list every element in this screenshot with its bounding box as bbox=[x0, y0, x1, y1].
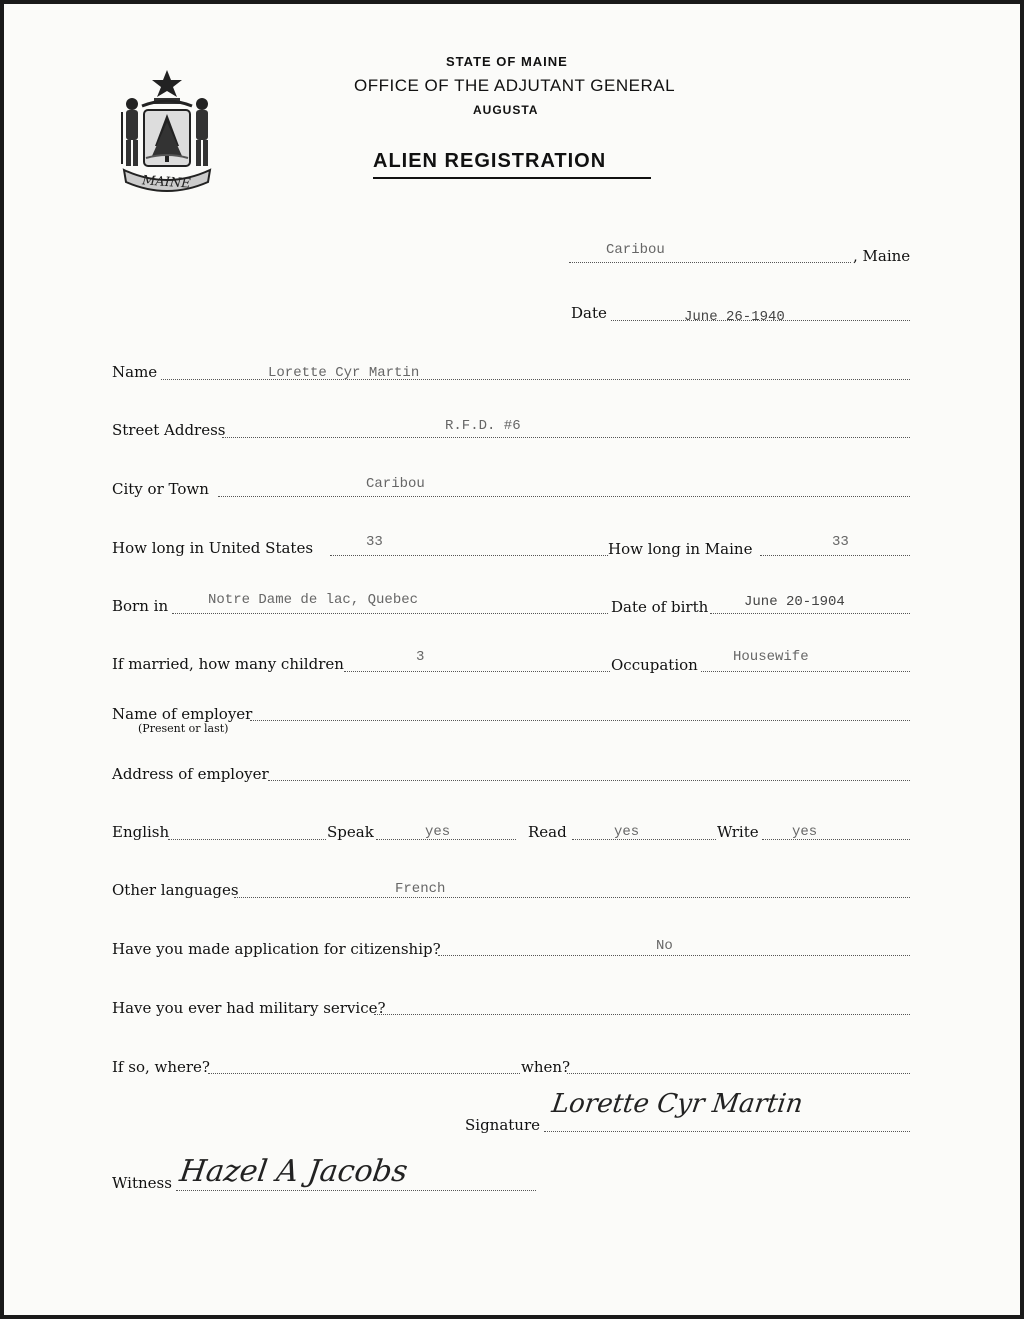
born-in-dots bbox=[172, 613, 608, 614]
title-underline bbox=[373, 177, 651, 179]
citizenship-dots bbox=[438, 955, 910, 956]
read-value: yes bbox=[614, 824, 640, 840]
other-languages-label: Other languages bbox=[112, 881, 239, 899]
signature-dots bbox=[544, 1131, 910, 1132]
how-long-us-value: 33 bbox=[366, 534, 383, 550]
how-long-us-dots bbox=[330, 555, 608, 556]
header-state: STATE OF MAINE bbox=[446, 54, 568, 69]
form-title: ALIEN REGISTRATION bbox=[373, 150, 607, 172]
date-of-birth-dots bbox=[710, 613, 910, 614]
occupation-value: Housewife bbox=[733, 649, 809, 665]
place-suffix: , Maine bbox=[853, 247, 911, 265]
born-in-value: Notre Dame de lac, Quebec bbox=[208, 592, 419, 608]
how-long-maine-dots bbox=[760, 555, 910, 556]
date-label: Date bbox=[571, 304, 607, 322]
employer-address-label: Address of employer bbox=[112, 765, 269, 783]
place-dots bbox=[569, 262, 851, 263]
header-office: OFFICE OF THE ADJUTANT GENERAL bbox=[354, 76, 676, 95]
date-value: June 26-1940 bbox=[684, 309, 785, 325]
other-languages-dots bbox=[234, 897, 910, 898]
how-long-maine-value: 33 bbox=[832, 534, 849, 550]
write-label: Write bbox=[717, 823, 759, 841]
when-dots bbox=[567, 1073, 910, 1074]
city-dots bbox=[218, 496, 910, 497]
street-dots bbox=[222, 437, 910, 438]
signature-handwriting: Lorette Cyr Martin bbox=[549, 1089, 805, 1119]
read-dots bbox=[572, 839, 716, 840]
name-label: Name bbox=[112, 363, 158, 381]
read-label: Read bbox=[528, 823, 567, 841]
how-long-us-label: How long in United States bbox=[112, 539, 314, 557]
date-of-birth-label: Date of birth bbox=[611, 598, 709, 616]
english-label: English bbox=[112, 823, 170, 841]
citizenship-label: Have you made application for citizenship? bbox=[112, 940, 441, 958]
city-value: Caribou bbox=[366, 476, 425, 492]
children-dots bbox=[344, 671, 610, 672]
name-value: Lorette Cyr Martin bbox=[268, 365, 420, 381]
witness-label: Witness bbox=[112, 1174, 172, 1192]
other-languages-value: French bbox=[395, 881, 446, 897]
children-value: 3 bbox=[416, 649, 425, 665]
military-dots bbox=[374, 1014, 910, 1015]
speak-label: Speak bbox=[327, 823, 374, 841]
seal-banner-text: MAINE bbox=[141, 173, 192, 192]
street-value: R.F.D. #6 bbox=[445, 418, 521, 434]
header-city: AUGUSTA bbox=[473, 103, 539, 117]
signature-label: Signature bbox=[465, 1116, 541, 1134]
military-label: Have you ever had military service? bbox=[112, 999, 386, 1017]
employer-name-sublabel: (Present or last) bbox=[138, 722, 229, 735]
witness-handwriting: Hazel A Jacobs bbox=[177, 1154, 410, 1189]
citizenship-value: No bbox=[656, 938, 673, 954]
children-label: If married, how many children bbox=[112, 655, 344, 673]
when-label: when? bbox=[521, 1058, 571, 1076]
occupation-dots bbox=[701, 671, 910, 672]
street-label: Street Address bbox=[112, 421, 226, 439]
where-dots bbox=[208, 1073, 520, 1074]
city-label: City or Town bbox=[112, 480, 209, 498]
speak-value: yes bbox=[425, 824, 451, 840]
write-value: yes bbox=[792, 824, 818, 840]
how-long-maine-label: How long in Maine bbox=[608, 540, 753, 558]
write-dots bbox=[762, 839, 910, 840]
date-of-birth-value: June 20-1904 bbox=[744, 594, 845, 610]
english-dots bbox=[168, 839, 326, 840]
document-page bbox=[4, 4, 1020, 1315]
occupation-label: Occupation bbox=[611, 656, 698, 674]
born-in-label: Born in bbox=[112, 597, 169, 615]
employer-name-label: Name of employer bbox=[112, 705, 253, 723]
witness-dots bbox=[176, 1190, 536, 1191]
employer-name-dots bbox=[250, 720, 910, 721]
place-value: Caribou bbox=[606, 242, 665, 258]
where-label: If so, where? bbox=[112, 1058, 210, 1076]
employer-address-dots bbox=[268, 780, 910, 781]
